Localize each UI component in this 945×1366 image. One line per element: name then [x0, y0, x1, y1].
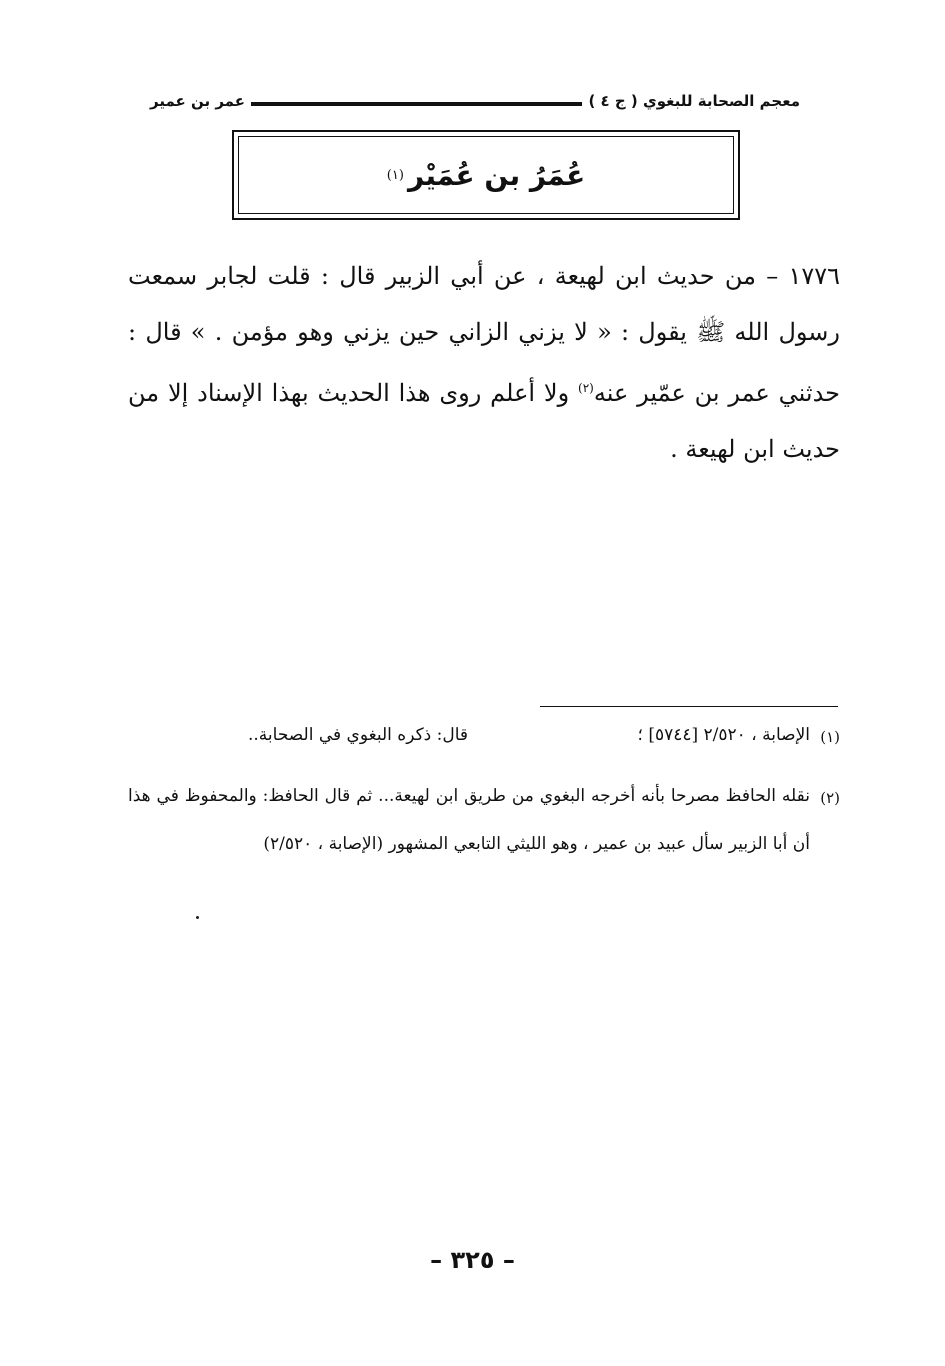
title-footnote-ref: (١): [386, 167, 404, 183]
footnote-text: قال: ذكره البغوي في الصحابة..: [248, 725, 469, 745]
header-rule: [251, 102, 582, 106]
page-number: – ٣٢٥ –: [430, 1246, 515, 1274]
footnote-separator: [540, 706, 838, 707]
footnote-source: الإصابة ، ٢/٥٢٠ [٥٧٤٤] ؛: [637, 725, 810, 745]
book-title: معجم الصحابة للبغوي ( ج ٤ ): [588, 92, 800, 110]
footnotes: [128, 718, 840, 868]
footnote-number: (١): [820, 728, 840, 746]
footnote-ref-2: (٢): [578, 381, 594, 395]
entry-name: عمر بن عمير: [150, 92, 245, 110]
entry-title: عُمَرُ بن عُمَيْر: [407, 158, 586, 192]
title-frame: [232, 130, 740, 220]
stray-dot: [196, 916, 199, 919]
footnote-text: نقله الحافظ مصرحا بأنه أخرجه البغوي من طريق ابن لهيعة... ثم قال الحافظ: والمحفوظ في هذا أن أبا الزبير سأل عبيد بن عمير ، وهو الليثي التابعي المشهور (الإصابة ، ٢/٥٢٠): [128, 786, 810, 854]
footnote-2: [128, 772, 840, 868]
hadith-text-part1: ١٧٧٦ – من حديث ابن لهيعة ، عن أبي الزبير قال : قلت لجابر سمعت رسول الله ﷺ يقول : « لا يزني الزاني حين يزني وهو مؤمن . » قال : حدثني عمر بن عمّير عنه: [128, 262, 840, 407]
title-inner-frame: [238, 136, 734, 214]
footnote-number: (٢): [820, 789, 840, 807]
hadith-text-part2: ولا أعلم روى هذا الحديث بهذا الإسناد إلا من حديث ابن لهيعة .: [128, 379, 840, 463]
running-header: [150, 82, 800, 110]
footnote-body: [128, 718, 810, 752]
hadith-paragraph: [128, 248, 840, 477]
footnote-1: [128, 718, 840, 754]
